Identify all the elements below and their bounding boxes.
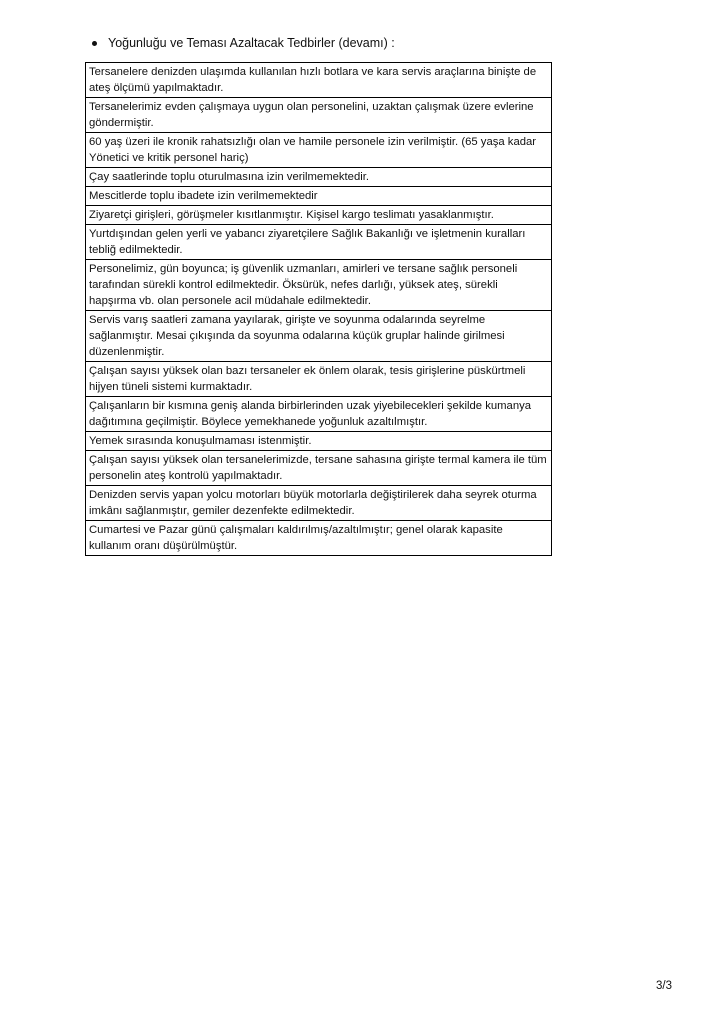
table-row	[86, 432, 552, 451]
measures-table	[85, 62, 552, 556]
table-row	[86, 168, 552, 187]
table-cell: Yurtdışından gelen yerli ve yabancı ziyaretçilere Sağlık Bakanlığı ve işletmenin kuralları tebliğ edilmektedir.	[86, 225, 552, 260]
table-row	[86, 225, 552, 260]
table-row	[86, 133, 552, 168]
table-cell: Çalışan sayısı yüksek olan bazı tersaneler ek önlem olarak, tesis girişlerine püskürtmeli hijyen tüneli sistemi kurmaktadır.	[86, 362, 552, 397]
table-row	[86, 98, 552, 133]
table-cell: Denizden servis yapan yolcu motorları büyük motorlarla değiştirilerek daha seyrek oturma imkânı sağlanmıştır, gemiler dezenfekte edilmektedir.	[86, 486, 552, 521]
table-cell: Çalışanların bir kısmına geniş alanda birbirlerinden uzak yiyebilecekleri şekilde kumanya dağıtımına geçilmiştir. Böylece yemekhanede yoğunluk azaltılmıştır.	[86, 397, 552, 432]
table-cell: Çay saatlerinde toplu oturulmasına izin verilmemektedir.	[86, 168, 552, 187]
table-row	[86, 451, 552, 486]
table-cell: 60 yaş üzeri ile kronik rahatsızlığı olan ve hamile personele izin verilmiştir. (65 yaşa kadar Yönetici ve kritik personel hariç)	[86, 133, 552, 168]
table-cell: Tersanelere denizden ulaşımda kullanılan hızlı botlara ve kara servis araçlarına binişte de ateş ölçümü yapılmaktadır.	[86, 63, 552, 98]
table-cell: Yemek sırasında konuşulmaması istenmiştir.	[86, 432, 552, 451]
table-cell: Çalışan sayısı yüksek olan tersanelerimizde, tersane sahasına girişte termal kamera ile tüm personelin ateş kontrolü yapılmaktadır.	[86, 451, 552, 486]
table-row	[86, 362, 552, 397]
section-heading	[92, 36, 395, 50]
section-heading-text: Yoğunluğu ve Teması Azaltacak Tedbirler (devamı) :	[108, 36, 395, 50]
table-cell: Cumartesi ve Pazar günü çalışmaları kaldırılmış/azaltılmıştır; genel olarak kapasite kullanım oranı düşürülmüştür.	[86, 521, 552, 556]
table-row	[86, 521, 552, 556]
page-number: 3/3	[656, 980, 672, 992]
table-cell: Ziyaretçi girişleri, görüşmeler kısıtlanmıştır. Kişisel kargo teslimatı yasaklanmıştır.	[86, 206, 552, 225]
table-row	[86, 63, 552, 98]
measures-table-container	[85, 62, 552, 556]
table-row	[86, 206, 552, 225]
table-cell: Mescitlerde toplu ibadete izin verilmemektedir	[86, 187, 552, 206]
table-row	[86, 486, 552, 521]
table-cell: Tersanelerimiz evden çalışmaya uygun olan personelini, uzaktan çalışmak üzere evlerine göndermiştir.	[86, 98, 552, 133]
table-row	[86, 397, 552, 432]
table-cell: Servis varış saatleri zamana yayılarak, girişte ve soyunma odalarında seyrelme sağlanmıştır. Mesai çıkışında da soyunma odalarına küçük gruplar halinde girilmesi düzenlenmiştir.	[86, 311, 552, 362]
table-row	[86, 187, 552, 206]
table-row	[86, 260, 552, 311]
table-cell: Personelimiz, gün boyunca; iş güvenlik uzmanları, amirleri ve tersane sağlık personeli tarafından sürekli kontrol edilmektedir. Öksürük, nefes darlığı, yüksek ateş, sürekli hapşırma vb. olan personele acil müdahale edilmektedir.	[86, 260, 552, 311]
bullet-icon	[92, 41, 97, 46]
table-row	[86, 311, 552, 362]
